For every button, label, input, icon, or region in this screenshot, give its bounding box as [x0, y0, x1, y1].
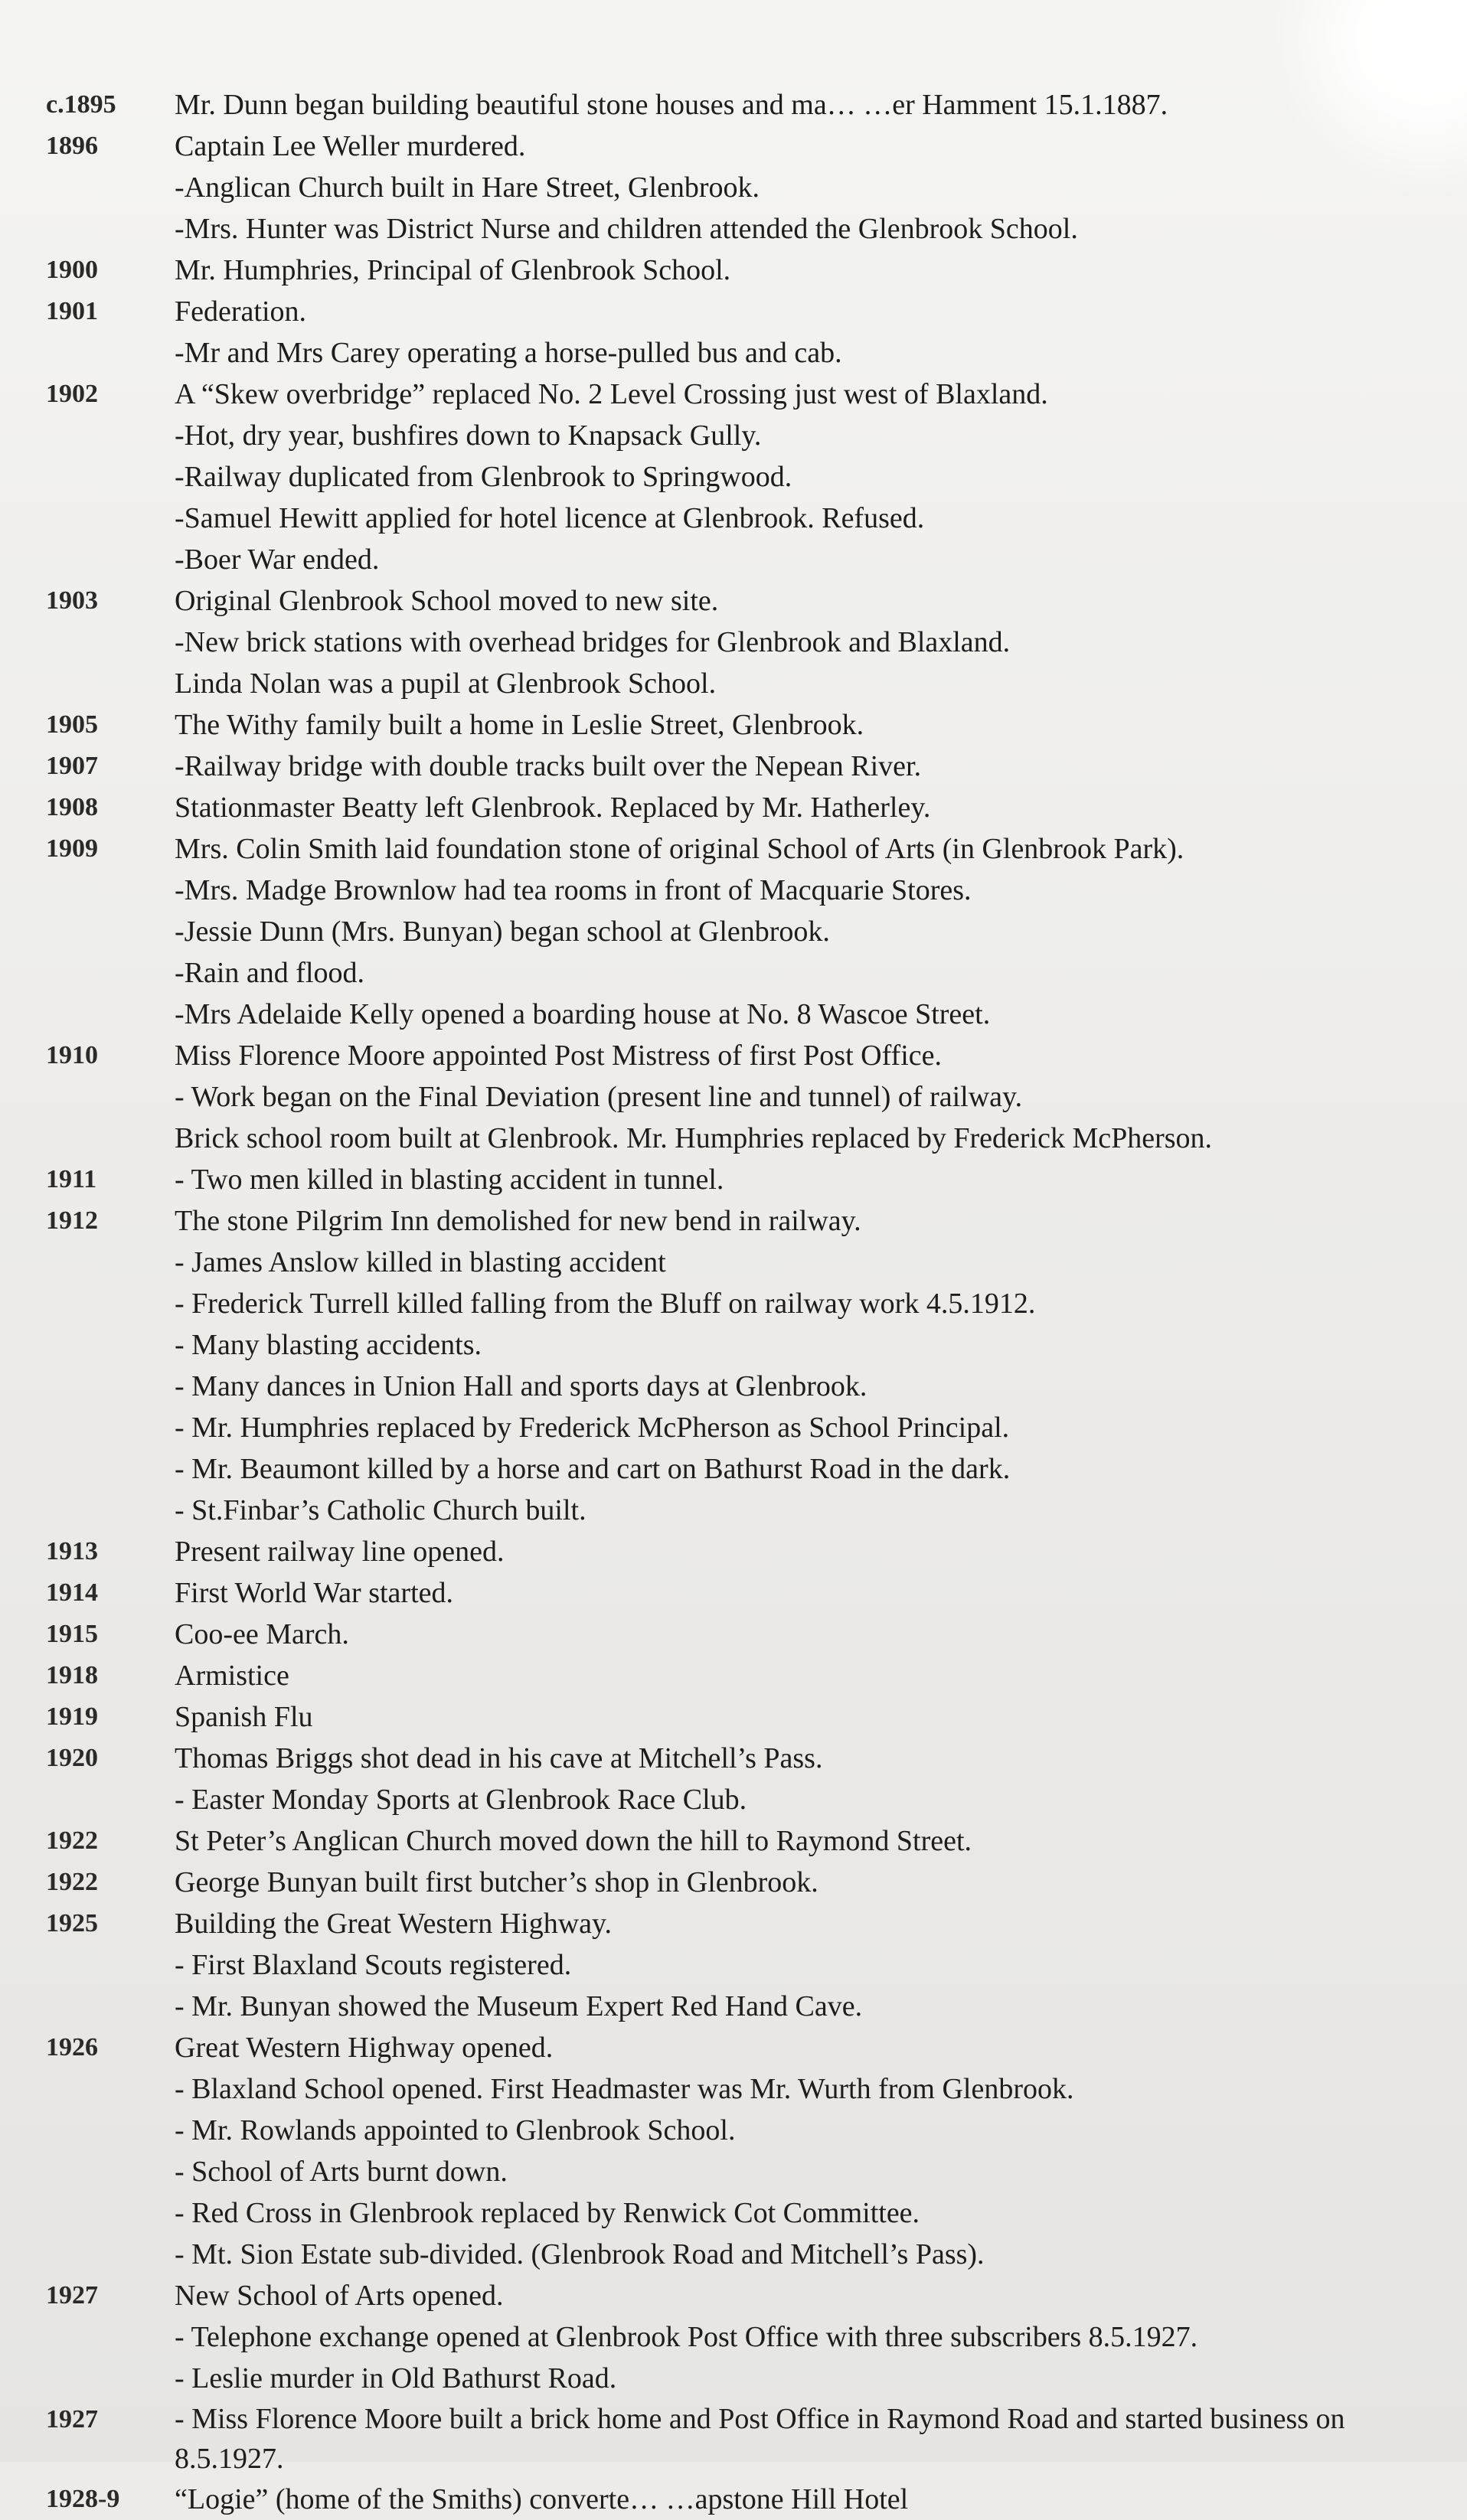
entry-text: - Mr. Rowlands appointed to Glenbrook School.	[175, 2114, 736, 2146]
timeline-entry	[0, 2316, 1467, 2358]
entry-text: - Mr. Beaumont killed by a horse and cart on Bathurst Road in the dark.	[175, 1453, 1011, 1485]
entry-year: 1920	[46, 1744, 98, 1772]
entry-text: Mr. Humphries, Principal of Glenbrook School.	[175, 254, 731, 286]
entry-text: Mr. Dunn began building beautiful stone houses and ma… …er Hamment 15.1.1887.	[175, 89, 1168, 121]
entry-text: -Samuel Hewitt applied for hotel licence at Glenbrook. Refused.	[175, 502, 925, 534]
entry-text: - First Blaxland Scouts registered.	[175, 1949, 572, 1981]
timeline-entry	[0, 952, 1467, 994]
entry-year: 1905	[46, 710, 98, 739]
entry-text: - Work began on the Final Deviation (present line and tunnel) of railway.	[175, 1081, 1023, 1113]
entry-text: George Bunyan built first butcher’s shop in Glenbrook.	[175, 1866, 818, 1898]
entry-year: 1911	[46, 1165, 97, 1193]
timeline-entry	[0, 1903, 1467, 1944]
timeline-entry	[0, 332, 1467, 374]
entry-year: 1902	[46, 380, 98, 408]
entry-text: Original Glenbrook School moved to new site.	[175, 585, 719, 617]
timeline-entry	[0, 1696, 1467, 1738]
entry-text: - St.Finbar’s Catholic Church built.	[175, 1494, 586, 1526]
timeline-entry	[0, 2068, 1467, 2110]
timeline-entry	[0, 2399, 1467, 2479]
entry-text: Mrs. Colin Smith laid foundation stone of original School of Arts (in Glenbrook Park).	[175, 833, 1184, 865]
entry-year: 1907	[46, 752, 98, 780]
timeline	[0, 84, 1467, 2520]
timeline-entry	[0, 2027, 1467, 2068]
timeline-entry	[0, 580, 1467, 622]
entry-text: Brick school room built at Glenbrook. Mr. Humphries replaced by Frederick McPherson.	[175, 1122, 1213, 1154]
timeline-entry	[0, 250, 1467, 291]
entry-year: 1919	[46, 1702, 98, 1731]
timeline-entry	[0, 291, 1467, 332]
entry-text: First World War started.	[175, 1577, 453, 1609]
entry-text: - Frederick Turrell killed falling from the Bluff on railway work 4.5.1912.	[175, 1288, 1036, 1320]
timeline-entry	[0, 2110, 1467, 2151]
timeline-entry	[0, 704, 1467, 746]
entry-text: Great Western Highway opened.	[175, 2032, 554, 2064]
entry-text: - Telephone exchange opened at Glenbrook Post Office with three subscribers 8.5.1927.	[175, 2321, 1198, 2353]
timeline-entry	[0, 415, 1467, 456]
timeline-entry	[0, 787, 1467, 828]
timeline-entry	[0, 870, 1467, 911]
entry-year: 1926	[46, 2033, 98, 2061]
timeline-entry	[0, 746, 1467, 787]
entry-text: The Withy family built a home in Leslie Street, Glenbrook.	[175, 709, 864, 741]
entry-text: -Mr and Mrs Carey operating a horse-pulled bus and cab.	[175, 337, 842, 369]
timeline-entry	[0, 1035, 1467, 1076]
entry-year: 1900	[46, 256, 98, 284]
timeline-entry	[0, 1572, 1467, 1614]
entry-year: 1927	[46, 2405, 98, 2433]
timeline-entry	[0, 2151, 1467, 2192]
entry-text: Building the Great Western Highway.	[175, 1908, 613, 1940]
timeline-entry	[0, 2275, 1467, 2316]
entry-text: - Many blasting accidents.	[175, 1329, 482, 1361]
entry-text: - Mr. Humphries replaced by Frederick McPherson as School Principal.	[175, 1412, 1010, 1444]
entry-text: A “Skew overbridge” replaced No. 2 Level Crossing just west of Blaxland.	[175, 378, 1048, 410]
timeline-entry	[0, 2192, 1467, 2234]
entry-text: -Mrs. Hunter was District Nurse and children attended the Glenbrook School.	[175, 213, 1078, 245]
entry-year: 1908	[46, 793, 98, 821]
timeline-entry	[0, 84, 1467, 126]
entry-text: -Boer War ended.	[175, 543, 380, 576]
entry-text: - Mr. Bunyan showed the Museum Expert Red Hand Cave.	[175, 1990, 863, 2022]
entry-year: 1922	[46, 1826, 98, 1855]
entry-year: 1912	[46, 1206, 98, 1235]
entry-text: - Easter Monday Sports at Glenbrook Race Club.	[175, 1784, 747, 1816]
entry-text: Federation.	[175, 295, 307, 328]
timeline-entry	[0, 994, 1467, 1035]
entry-text: - James Anslow killed in blasting accident	[175, 1246, 666, 1278]
timeline-entry	[0, 208, 1467, 250]
timeline-entry	[0, 911, 1467, 952]
timeline-entry	[0, 1324, 1467, 1366]
timeline-entry	[0, 456, 1467, 498]
entry-text: Spanish Flu	[175, 1701, 313, 1733]
timeline-entry	[0, 126, 1467, 167]
timeline-entry	[0, 1986, 1467, 2027]
entry-text: New School of Arts opened.	[175, 2280, 504, 2312]
entry-text: - Many dances in Union Hall and sports days at Glenbrook.	[175, 1370, 867, 1402]
entry-text: -Hot, dry year, bushfires down to Knapsack Gully.	[175, 419, 762, 452]
timeline-entry	[0, 1531, 1467, 1572]
timeline-entry	[0, 1614, 1467, 1655]
entry-text: Present railway line opened.	[175, 1536, 505, 1568]
timeline-entry	[0, 167, 1467, 208]
entry-text: - Two men killed in blasting accident in tunnel.	[175, 1164, 724, 1196]
timeline-entry	[0, 828, 1467, 870]
entry-year: 1910	[46, 1041, 98, 1069]
entry-text: The stone Pilgrim Inn demolished for new bend in railway.	[175, 1205, 861, 1237]
timeline-entry	[0, 663, 1467, 704]
entry-year: 1922	[46, 1868, 98, 1896]
timeline-entry	[0, 1655, 1467, 1696]
timeline-entry	[0, 1366, 1467, 1407]
entry-year: 1928-9	[46, 2485, 120, 2513]
timeline-entry	[0, 1283, 1467, 1324]
timeline-entry	[0, 1407, 1467, 1448]
entry-year: 1927	[46, 2281, 98, 2309]
timeline-entry	[0, 1200, 1467, 1242]
entry-text: - Blaxland School opened. First Headmaster was Mr. Wurth from Glenbrook.	[175, 2073, 1074, 2105]
entry-text: -Railway bridge with double tracks built over the Nepean River.	[175, 750, 922, 782]
entry-text: -Jessie Dunn (Mrs. Bunyan) began school at Glenbrook.	[175, 916, 830, 948]
entry-year: c.1895	[46, 90, 116, 119]
entry-year: 1918	[46, 1661, 98, 1689]
entry-year: 1901	[46, 297, 98, 325]
entry-text: -Railway duplicated from Glenbrook to Springwood.	[175, 461, 792, 493]
timeline-entry	[0, 1738, 1467, 1779]
timeline-entry	[0, 2358, 1467, 2399]
timeline-entry	[0, 498, 1467, 539]
entry-text: -Mrs Adelaide Kelly opened a boarding house at No. 8 Wascoe Street.	[175, 998, 991, 1030]
entry-text: - Mt. Sion Estate sub-divided. (Glenbrook Road and Mitchell’s Pass).	[175, 2238, 985, 2270]
timeline-entry	[0, 2479, 1467, 2520]
entry-text: “Logie” (home of the Smiths) converte… …apstone Hill Hotel	[175, 2483, 909, 2515]
timeline-entry	[0, 1862, 1467, 1903]
timeline-entry	[0, 374, 1467, 415]
entry-year: 1915	[46, 1620, 98, 1648]
timeline-entry	[0, 539, 1467, 580]
timeline-entry	[0, 1159, 1467, 1200]
timeline-entry	[0, 1118, 1467, 1159]
timeline-entry	[0, 1820, 1467, 1862]
timeline-entry	[0, 1944, 1467, 1986]
entry-text: -Anglican Church built in Hare Street, Glenbrook.	[175, 171, 760, 204]
timeline-entry	[0, 622, 1467, 663]
entry-text: Armistice	[175, 1660, 289, 1692]
entry-text: Miss Florence Moore appointed Post Mistress of first Post Office.	[175, 1040, 942, 1072]
entry-year: 1903	[46, 586, 98, 615]
entry-year: 1914	[46, 1578, 98, 1607]
timeline-entry	[0, 1242, 1467, 1283]
entry-text: Coo-ee March.	[175, 1618, 349, 1650]
entry-text: Captain Lee Weller murdered.	[175, 130, 526, 162]
timeline-entry	[0, 1448, 1467, 1490]
timeline-entry	[0, 1076, 1467, 1118]
entry-text: - Leslie murder in Old Bathurst Road.	[175, 2362, 617, 2394]
entry-text: -New brick stations with overhead bridges for Glenbrook and Blaxland.	[175, 626, 1011, 658]
entry-text: - School of Arts burnt down.	[175, 2156, 508, 2188]
entry-text: Stationmaster Beatty left Glenbrook. Replaced by Mr. Hatherley.	[175, 792, 931, 824]
entry-year: 1925	[46, 1909, 98, 1937]
entry-text: -Mrs. Madge Brownlow had tea rooms in front of Macquarie Stores.	[175, 874, 972, 906]
entry-year: 1909	[46, 834, 98, 863]
timeline-entry	[0, 1490, 1467, 1531]
timeline-entry	[0, 1779, 1467, 1820]
entry-text: Thomas Briggs shot dead in his cave at Mitchell’s Pass.	[175, 1742, 823, 1774]
entry-text: - Red Cross in Glenbrook replaced by Renwick Cot Committee.	[175, 2197, 920, 2229]
entry-year: 1896	[46, 132, 98, 160]
entry-text: -Rain and flood.	[175, 957, 365, 989]
entry-text: St Peter’s Anglican Church moved down the hill to Raymond Street.	[175, 1825, 972, 1857]
entry-year: 1913	[46, 1537, 98, 1565]
entry-text: Linda Nolan was a pupil at Glenbrook School.	[175, 668, 717, 700]
entry-text: - Miss Florence Moore built a brick home and Post Office in Raymond Road and started business on 8.5.1927.	[175, 2403, 1345, 2475]
timeline-entry	[0, 2234, 1467, 2275]
